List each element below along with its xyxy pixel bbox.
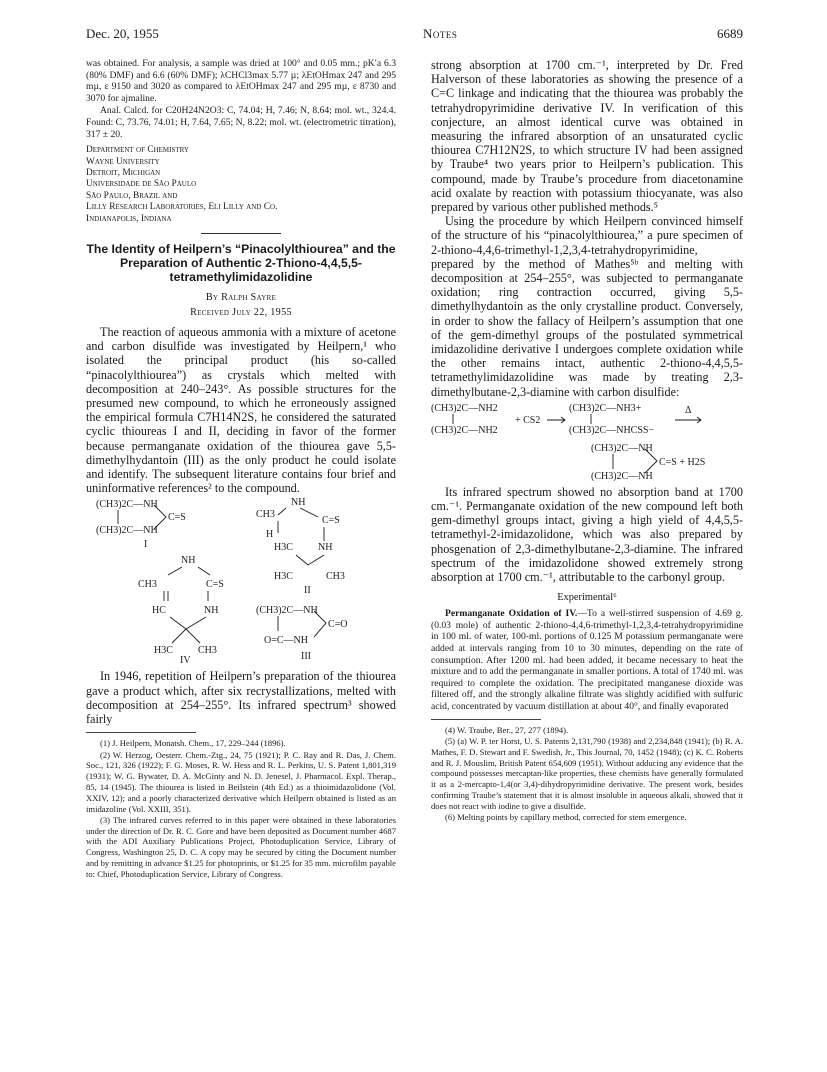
affiliation-line: Department of Chemistry [86,145,189,156]
eq-label: (CH3)2C—NH3+ [569,402,642,414]
affiliation-line: Detroit, Michigan [86,167,161,178]
eq-label: (CH3)2C—NHCSS− [569,424,655,436]
struct-label: H3C [274,571,293,583]
structures-I-IV-figure [86,495,396,663]
struct-label: NH [318,542,333,554]
affiliation-line: Lilly Research Laboratories, Eli Lilly and Co. [86,202,278,213]
experimental-text: —To a well-stirred suspension of 4.69 g. (0.03 mole) of authentic 2-thiono-4,4,6-trimethyl-1,2,3,4-tetrahydropyrimidine in 100 ml. of water, 100-ml. portions of 0.125 M potassium permanganate were added at intervals ranging from 10 to 30 minutes, depending on the rate of consumption. After 1200 ml. had been added, it became necessary to heat the mixture and to add the permanganate in smaller portions. A total of 1740 ml. was required to complete the oxidation. The precipitated manganese dioxide was filtered off, and the strongly alkaline filtrate was slightly acidified with sulfuric acid, concentrated by vacuum distillation at about 40°, and finally evaporated [431,608,743,713]
article-divider [201,233,281,234]
struct-label: NH [181,555,196,567]
eq-label: (CH3)2C—NH [591,442,653,454]
struct-label: C=S [168,512,186,524]
body-paragraph: strong absorption at 1700 cm.⁻¹, interpreted by Dr. Fred Halverson of these laboratories as showing the presence of a C=C linkage and indicating that the thiourea was probably the tetrahydropyrimidine derivative IV. In verification of this conjecture, an almost identical curve was obtained in measuring the infrared absorption of an unsaturated cyclic thiourea C7H12N2S, to which structure IV had been assigned by Traube⁴ two years prior to Heilpern’s publication. This compound, made by Traube’s procedure from diacetonamine acid oxalate by reaction with potassium thiocyanate, was also prepared by various other published methods.⁵ [431,58,743,215]
affiliation-line: São Paulo, Brazil and [86,190,178,201]
footnote: (1) J. Heilpern, Monatsh. Chem., 17, 229–244 (1896). [100,738,286,749]
eq-label: (CH3)2C—NH2 [431,424,498,436]
affiliation-line: Indianapolis, Indiana [86,213,172,224]
struct-number: IV [180,655,191,664]
struct-label: (CH3)2C—NH [96,525,158,537]
footnote-rule [431,719,541,720]
struct-label: C=O [328,619,348,631]
affiliation-line: Wayne University [86,156,160,167]
struct-label: H3C [274,542,293,554]
right-column [431,58,743,823]
struct-label: CH3 [138,579,157,591]
eq-label: + CS2 [515,414,541,426]
affiliation-line: Universidade de São Paulo [86,179,197,190]
footnote: (2) W. Herzog, Oesterr. Chem.-Ztg., 24, 75 (1921); P. C. Ray and R. Das, J. Chem. Soc., 121, 326 (1922); F. G. Moses, R. W. Hess and R. L. Perkins, U. S. Patent 1,801,319 (1931); W. G. Bywater, D. A. McGinty and N. D. Jenesel, J. Pharmacol. Expl. Therap., 85, 14 (1945). The thiourea is listed in Beilstein (4th Ed.) as a thioimidazolidone (Vol. XXIV, 12); and a poorly characterized derivative which Heilpern obtained is listed as an imidazoline (Vol. XXIII, 351). [86,749,396,814]
section-name: Notes [423,26,458,41]
struct-label: CH3 [256,509,275,521]
struct-label: CH3 [326,571,345,583]
analysis-paragraph: Anal. Calcd. for C20H24N2O3: C, 74.04; H, 7.46; N, 8.64; mol. wt., 324.4. Found: C, 73.76, 74.01; H, 7.64, 7.65; N, 8.22; mol. wt. (electrometric titration), 317 ± 20. [86,105,396,140]
footnote: (3) The infrared curves referred to in this paper were obtained in these laboratories under the direction of Dr. R. C. Gore and have been deposited as Document number 4687 with the ADI Auxiliary Publications Project, Photoduplication Service, Library of Congress, Washington 25, D. C. A copy may be secured by citing the Document number and by remitting in advance $1.25 for photoprints, or $1.25 for 35 mm. microfilm payable to: Chief, Photoduplication Service, Library of Congress. [86,814,396,879]
affiliation-block [86,145,396,225]
body-paragraph: The reaction of aqueous ammonia with a mixture of acetone and carbon disulfide was investigated by Heilpern,¹ who isolated the principal product (his so-called “pinacolylthiourea”) as crystals which melted with decomposition at 240–243°. As possible structures for the presumed new compound, to which he erroneously assigned the empirical formula C7H14N2S, he considered the saturated cyclic thioureas I and II, deciding in favor of the former because permanganate oxidation of the thiourea gave 5,5-dimethylhydantoin (III) as the only product he could isolate and identify. The subsequent literature contains four brief and uninformative references² to the compound. [86,325,396,496]
issue-date: Dec. 20, 1955 [86,26,159,41]
eq-label: Δ [685,404,692,416]
struct-label: H3C [154,645,173,657]
author-byline: By Ralph Sayre [205,292,277,303]
body-paragraph: Using the procedure by which Heilpern convinced himself of the structure of his “pinacolylthiourea,” a pure specimen of 2-thiono-4,4,6-trimethyl-1,2,3,4-tetrahydropyrimidine, prepared by the method of Mathes⁵ᵇ and melting with decomposition at 254–255°, was subjected to permanganate oxidation; ring contraction occurred, giving 5,5-dimethylhydantoin as the only crystalline product. Conversely, in order to show the fallacy of Heilpern’s assumption that one of the gem-dimethyl groups of the postulated symmetrical imidazolidine derivative I undergoes complete oxidation while the other remains intact, authentic 2-thiono-4,4,5,5-tetramethylimidazolidine was made by treating 2,3-dimethylbutane-2,3-diamine with carbon disulfide: [431,214,743,399]
struct-label: HC [152,605,166,617]
struct-number: III [301,651,311,663]
eq-label: (CH3)2C—NH2 [431,402,498,414]
eq-label: (CH3)2C—NH [591,470,653,481]
struct-number: I [144,539,148,551]
received-date: Received July 22, 1955 [190,307,292,318]
footnote: (5) (a) W. P. ter Horst, U. S. Patents 2,131,790 (1938) and 2,234,848 (1941); (b) R. A. Mathes, F. D. Stewart and F. Swedish, Jr., This Journal, 70, 1452 (1948); (c) K. C. Roberts and R. J. Mouslim, British Patent 654,609 (1951). Without adducing any evidence that the compound possesses mercaptan-like properties, these chemists have generally formulated it as a 2-mercapto-1,4(or 3,4)-dihydropyrimidine derivative. The present work, besides confirming Traube’s statement that it is almost insoluble in aqueous alkali, showed that it does not react with iodine to give a disulfide. [431,735,743,811]
struct-label: (CH3)2C—NH [256,605,318,617]
footnote: (6) Melting points by capillary method, corrected for stem emergence. [445,812,687,823]
footnote: (4) W. Traube, Ber., 27, 277 (1894). [445,724,569,735]
reaction-scheme [431,399,743,481]
struct-label: NH [291,497,306,509]
struct-label: C=S [206,579,224,591]
experimental-paragraph [431,608,743,712]
struct-label: C=S [322,515,340,527]
previous-article-end: was obtained. For analysis, a sample was dried at 100° and 0.05 mm.; pK′a 6.3 (80% DMF) and 6.6 (60% DMF); λCHCl3max 5.77 µ; λEtOHmax 247 and 295 mµ, ε 9150 and 3020 as compared to λEtOHmax 247 and 295 mµ, ε 8730 and 3070 for ajmaline. [86,58,396,104]
article-title: The Identity of Heilpern’s “Pinacolylthiourea” and the Preparation of Authentic 2-Thiono-4,4,5,5-tetramethylimidazolidine [86,242,396,284]
struct-label: CH3 [198,645,217,657]
body-paragraph: In 1946, repetition of Heilpern’s preparation of the thiourea gave a product which, after six recrystallizations, melted with decomposition at 254–255°. Its infrared spectrum³ showed fairly [86,669,396,727]
experimental-heading: Experimental⁶ [557,592,617,604]
struct-label: H [266,529,274,541]
run-in-heading: Permanganate Oxidation of IV. [445,608,578,620]
page-number: 6689 [717,26,743,41]
footnote-rule [86,732,196,733]
eq-label: C=S + H2S [659,456,706,468]
struct-number: II [304,585,311,597]
struct-label: O=C—NH [264,635,308,647]
left-column [86,58,396,880]
struct-label: (CH3)2C—NH [96,499,158,511]
struct-label: NH [204,605,219,617]
body-paragraph: Its infrared spectrum showed no absorption band at 1700 cm.⁻¹. Permanganate oxidation of the new compound left both gem-dimethyl groups intact, giving a high yield of 4,4,5,5-tetramethyl-2-imidazolidone, which was also prepared by phosgenation of 2,3-dimethylbutane-2,3-diamine. The infrared spectrum of the imidazolidone showed extremely strong absorption at 1700 cm.⁻¹, attributable to the carbonyl group. [431,484,743,585]
page-header [86,26,743,42]
